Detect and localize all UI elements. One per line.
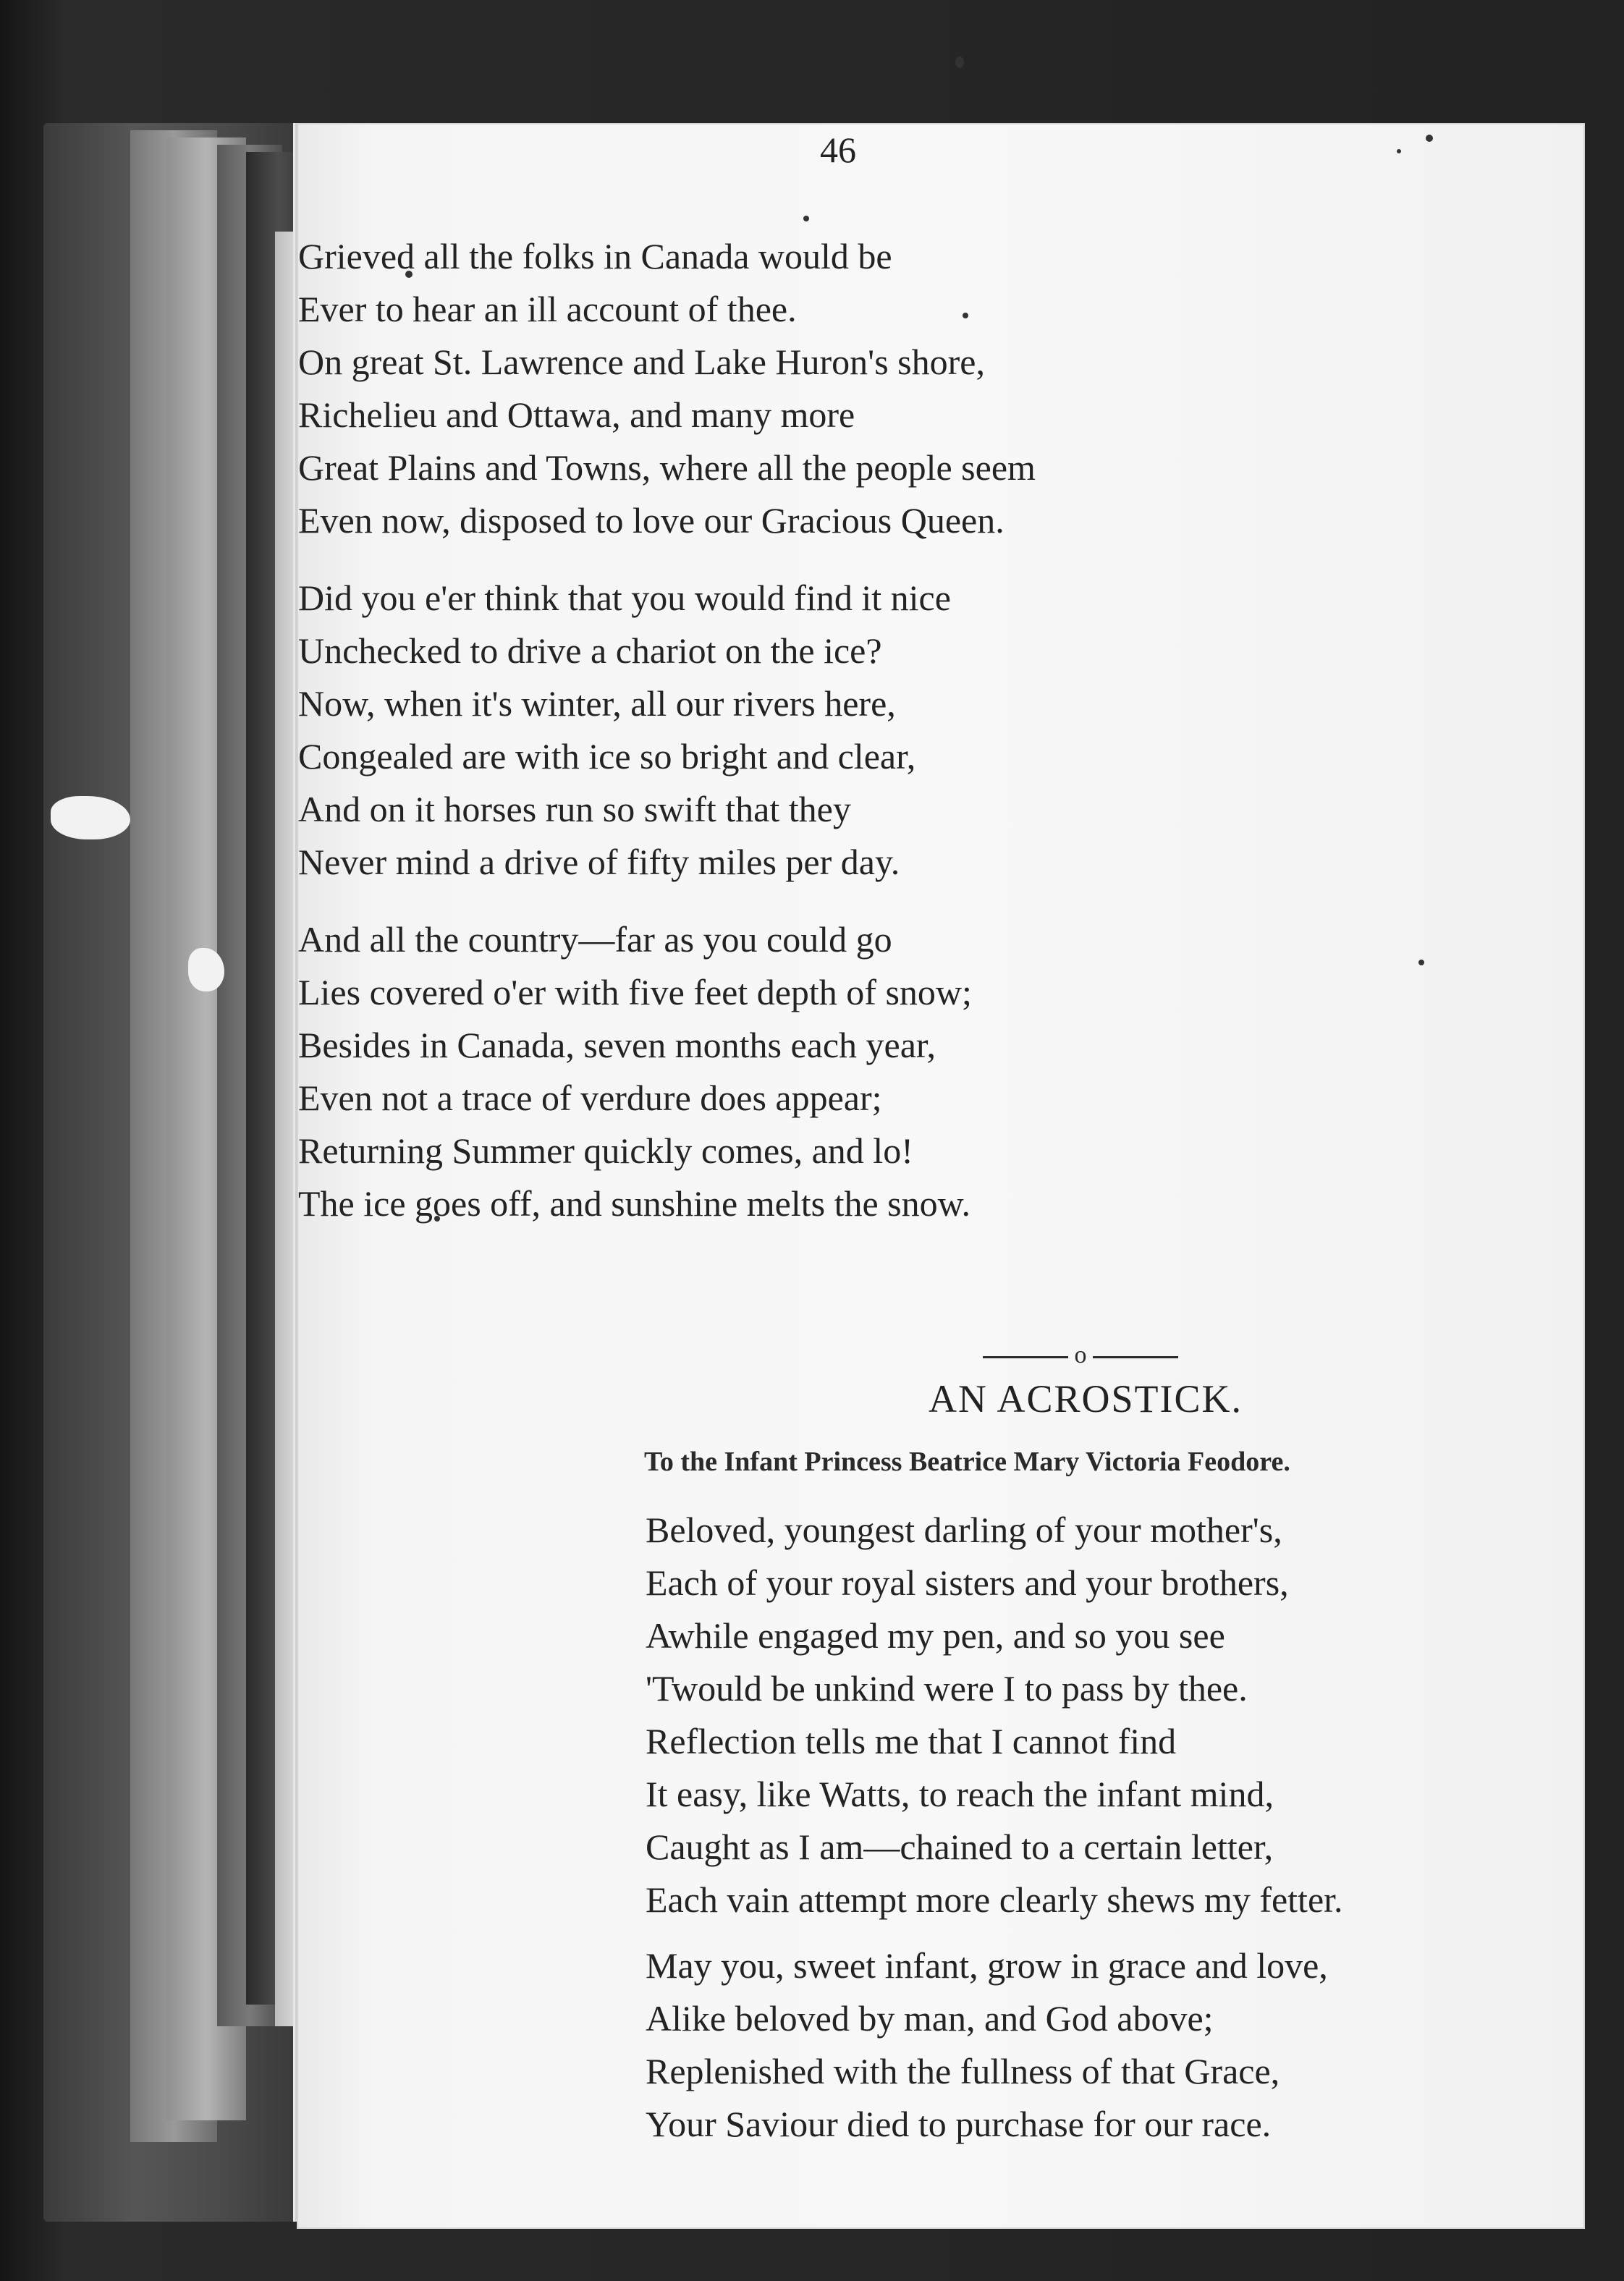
poem-stanza [298, 230, 1036, 547]
acrostic-line: Your Saviour died to purchase for our race. [646, 2104, 1272, 2144]
acrostic-line: 'Twould be unkind were I to pass by thee. [646, 1668, 1248, 1709]
poem-line: Now, when it's winter, all our rivers here, [298, 683, 896, 724]
page-number: 46 [820, 130, 856, 170]
divider-rule [1093, 1356, 1178, 1358]
poem-line: Unchecked to drive a chariot on the ice? [298, 630, 882, 671]
dust-speck [955, 56, 964, 68]
poem-line: Even now, disposed to love our Gracious Queen. [298, 500, 1005, 541]
divider-rule [983, 1356, 1068, 1358]
acrostic-line: Replenished with the fullness of that Grace, [646, 2051, 1280, 2091]
acrostic-stanza [646, 1504, 1343, 1926]
acrostic-line: Awhile engaged my pen, and so you see [646, 1615, 1225, 1656]
poem-line: Richelieu and Ottawa, and many more [298, 394, 855, 435]
acrostic-stanza [646, 1939, 1328, 2151]
acrostic-line: Reflection tells me that I cannot find [646, 1721, 1177, 1761]
acrostic-dedication: To the Infant Princess Beatrice Mary Victoria Feodore. [644, 1447, 1290, 1477]
dust-speck [803, 216, 809, 221]
poem-line: And all the country—far as you could go [298, 919, 892, 960]
dust-speck [1426, 135, 1433, 142]
dust-speck [1418, 960, 1424, 965]
acrostic-line: It easy, like Watts, to reach the infant mind, [646, 1774, 1274, 1814]
poem-line: Grieved all the folks in Canada would be [298, 236, 892, 276]
section-divider [983, 1343, 1178, 1372]
poem-line: Great Plains and Towns, where all the people seem [298, 447, 1036, 488]
acrostic-line: Each of your royal sisters and your brothers, [646, 1562, 1289, 1603]
divider-mark: o [1074, 1342, 1087, 1368]
acrostic-line: Caught as I am—chained to a certain letter, [646, 1827, 1274, 1867]
poem-line: Never mind a drive of fifty miles per day. [298, 842, 900, 882]
poem-line: Besides in Canada, seven months each year, [298, 1025, 936, 1065]
acrostic-line: Beloved, youngest darling of your mother's, [646, 1510, 1282, 1550]
poem-line: Even not a trace of verdure does appear; [298, 1078, 882, 1118]
acrostic-title: AN ACROSTICK. [928, 1377, 1243, 1421]
poem-stanza [298, 572, 951, 889]
poem-line: The ice goes off, and sunshine melts the snow. [298, 1183, 970, 1224]
acrostic-line: Alike beloved by man, and God above; [646, 1998, 1214, 2039]
poem-stanza [298, 913, 972, 1230]
poem-line: Ever to hear an ill account of thee. [298, 289, 797, 329]
poem-line: On great St. Lawrence and Lake Huron's shore, [298, 342, 985, 382]
dust-speck [1397, 149, 1401, 153]
poem-line: Returning Summer quickly comes, and lo! [298, 1130, 913, 1171]
acrostic-line: May you, sweet infant, grow in grace and love, [646, 1945, 1328, 1986]
poem-line: Lies covered o'er with five feet depth of snow; [298, 972, 972, 1012]
poem-line: Congealed are with ice so bright and clear, [298, 736, 916, 776]
acrostic-line: Each vain attempt more clearly shews my fetter. [646, 1879, 1343, 1920]
poem-line: And on it horses run so swift that they [298, 789, 851, 829]
poem-line: Did you e'er think that you would find it nice [298, 577, 951, 618]
